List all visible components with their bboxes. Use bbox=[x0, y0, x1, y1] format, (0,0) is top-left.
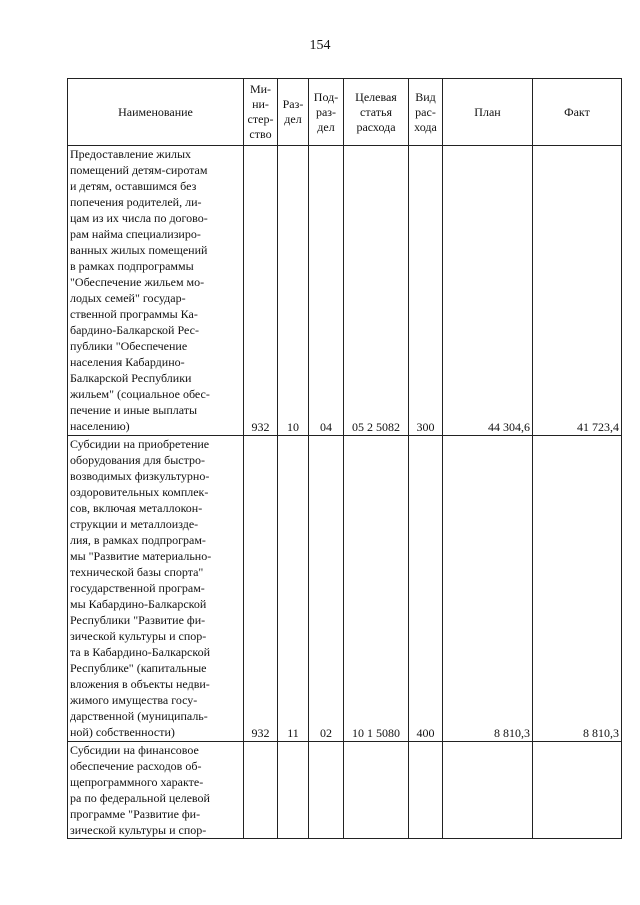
row-plan-cell bbox=[443, 742, 533, 839]
row-target-item-cell: 05 2 5082 bbox=[344, 146, 409, 436]
row-fact-cell bbox=[533, 742, 622, 839]
header-ministry: Ми- ни- стер- ство bbox=[244, 79, 278, 146]
row-subsection-cell: 02 bbox=[309, 436, 344, 742]
row-target-item-cell bbox=[344, 742, 409, 839]
row-expense-type-cell: 300 bbox=[409, 146, 443, 436]
row-target-item-cell: 10 1 5080 bbox=[344, 436, 409, 742]
header-fact: Факт bbox=[533, 79, 622, 146]
row-fact-cell: 41 723,4 bbox=[533, 146, 622, 436]
budget-table bbox=[67, 78, 622, 839]
row-section-cell bbox=[278, 742, 309, 839]
header-section: Раз- дел bbox=[278, 79, 309, 146]
row-ministry-cell: 932 bbox=[244, 146, 278, 436]
row-section-cell: 11 bbox=[278, 436, 309, 742]
header-expense-type: Вид рас- хода bbox=[409, 79, 443, 146]
row-name-cell: Субсидии на приобретение оборудования для быстро- возводимых физкультурно- оздоровительных комплек- сов, включая металлокон- струкции и металлоизде- лия, в рамках подпрограм- мы "Развитие материально- технической базы спорта" государственной програм- мы Кабардино-Балкарской Республики "Развитие фи- зической культуры и спор- та в Кабардино-Балкарской Республике" (капитальные вложения в объекты недви- жимого имущества госу- дарственной (муниципаль- ной) собственности) bbox=[68, 436, 244, 742]
header-target-item: Целевая статья расхода bbox=[344, 79, 409, 146]
table-row bbox=[68, 146, 622, 436]
row-name-cell: Субсидии на финансовое обеспечение расходов об- щепрограммного характе- ра по федеральной целевой программе "Развитие фи- зической культуры и спор- bbox=[68, 742, 244, 839]
row-plan-cell: 44 304,6 bbox=[443, 146, 533, 436]
table-row bbox=[68, 436, 622, 742]
row-expense-type-cell: 400 bbox=[409, 436, 443, 742]
row-expense-type-cell bbox=[409, 742, 443, 839]
header-subsection: Под- раз- дел bbox=[309, 79, 344, 146]
page-number: 154 bbox=[309, 38, 331, 53]
row-subsection-cell: 04 bbox=[309, 146, 344, 436]
row-ministry-cell bbox=[244, 742, 278, 839]
row-ministry-cell: 932 bbox=[244, 436, 278, 742]
row-subsection-cell bbox=[309, 742, 344, 839]
header-name: Наименование bbox=[68, 79, 244, 146]
header-plan: План bbox=[443, 79, 533, 146]
row-fact-cell: 8 810,3 bbox=[533, 436, 622, 742]
table-header-row bbox=[68, 79, 622, 146]
row-name-cell: Предоставление жилых помещений детям-сиротам и детям, оставшимся без попечения родителей, ли- цам из их числа по догово- рам найма специализиро- ванных жилых помещений в рамках подпрограммы "Обеспечение жильем мо- лодых семей" государ- ственной программы Ка- бардино-Балкарской Рес- публики "Обеспечение населения Кабардино- Балкарской Республики жильем" (социальное обес- печение и иные выплаты населению) bbox=[68, 146, 244, 436]
row-section-cell: 10 bbox=[278, 146, 309, 436]
table-row bbox=[68, 742, 622, 839]
row-plan-cell: 8 810,3 bbox=[443, 436, 533, 742]
